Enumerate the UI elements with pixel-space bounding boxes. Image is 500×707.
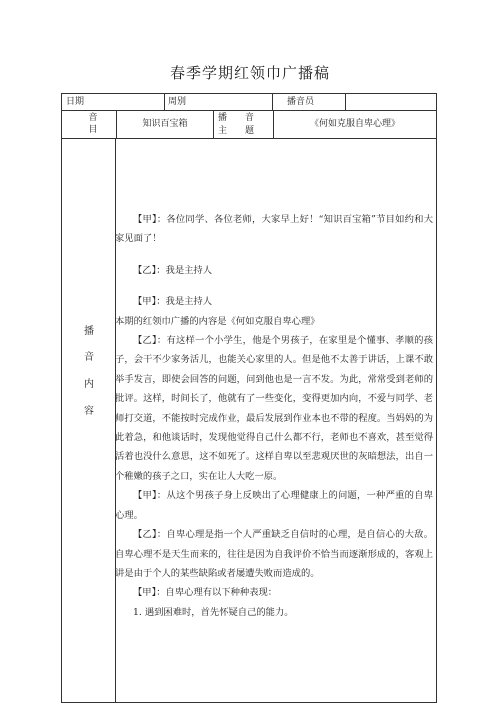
content-paragraph: 【乙】：有这样一个小学生，他是个男孩子，在家里是个懂事、孝顺的孩子，会干不少家务活儿，也能关心家里的人。但是他不太善于讲话，上课不敢举手发言，即使会回答的问题，问到他也是一言不发。为此，常常受到老师的批评。这样，时间长了，他就有了一些变化，变得更加内向，不爱与同学、老师打交道，不能按时完成作业，最后发展到作业本也不带的程度。当妈妈的为此着急，和他谈话时，发现他觉得自己什么都不行，老师也不喜欢，甚至觉得活着也没什么意思，这不如死了。这样自卑以至悲观厌世的灰暗想法，出自一个稚嫩的孩子之口，实在让人大吃一原。 [115, 335, 433, 482]
row-divider [62, 138, 436, 139]
side-label-char: 音 [84, 352, 94, 363]
week-label: 周别 [168, 97, 187, 107]
theme-label-line2: 主 题 [218, 126, 255, 136]
col-divider [345, 93, 346, 110]
theme-value: 《何如克服自卑心理》 [309, 119, 400, 129]
side-label-char: 播 [84, 326, 94, 337]
content-paragraph: 【甲】：从这个男孩子身上反映出了心理健康上的问题，一种严重的自卑心理。 [115, 490, 433, 521]
content-paragraph: 【乙】：自卑心理是指一个人严重缺乏自信时的心理，是自信心的大敌。自卑心理不是天生而来的，往往是因为自我评价不恰当而逐渐形成的，客观上讲是由于个人的某些缺陷或者屡遭失败而造成的。 [115, 529, 433, 579]
row-divider [62, 110, 436, 111]
content-paragraph: 本期的红领巾广播的内容是《何如克服自卑心理》 [115, 315, 320, 327]
col-divider [164, 93, 165, 110]
content-paragraph: 【甲】：我是主持人 [133, 296, 213, 308]
date-label: 日期 [66, 97, 85, 107]
form-bottom-border [62, 702, 436, 703]
side-label-char: 内 [84, 379, 94, 390]
content-paragraph: 【乙】：我是主持人 [133, 264, 213, 276]
broadcast-content [115, 210, 433, 622]
announcer-label: 播音员 [287, 97, 315, 107]
col-divider [272, 93, 273, 110]
content-paragraph: 【甲】：自卑心理有以下种种表现： [133, 587, 278, 599]
content-paragraph: 【甲】：各位同学、各位老师，大家早上好！“知识百宝箱”节目如约和大家见面了！ [115, 214, 433, 245]
side-label-char: 容 [84, 406, 94, 417]
col-divider [213, 110, 214, 138]
content-paragraph: 1. 遇到困难时，首先怀疑自己的能力。 [133, 606, 294, 618]
program-value: 知识百宝箱 [142, 119, 188, 129]
form-top-border [62, 93, 436, 94]
theme-label-line1: 播 音 [218, 113, 255, 123]
page-title: 春季学期红领巾广播稿 [169, 64, 330, 82]
program-label: 音目 [88, 113, 98, 135]
broadcast-form [61, 93, 437, 703]
